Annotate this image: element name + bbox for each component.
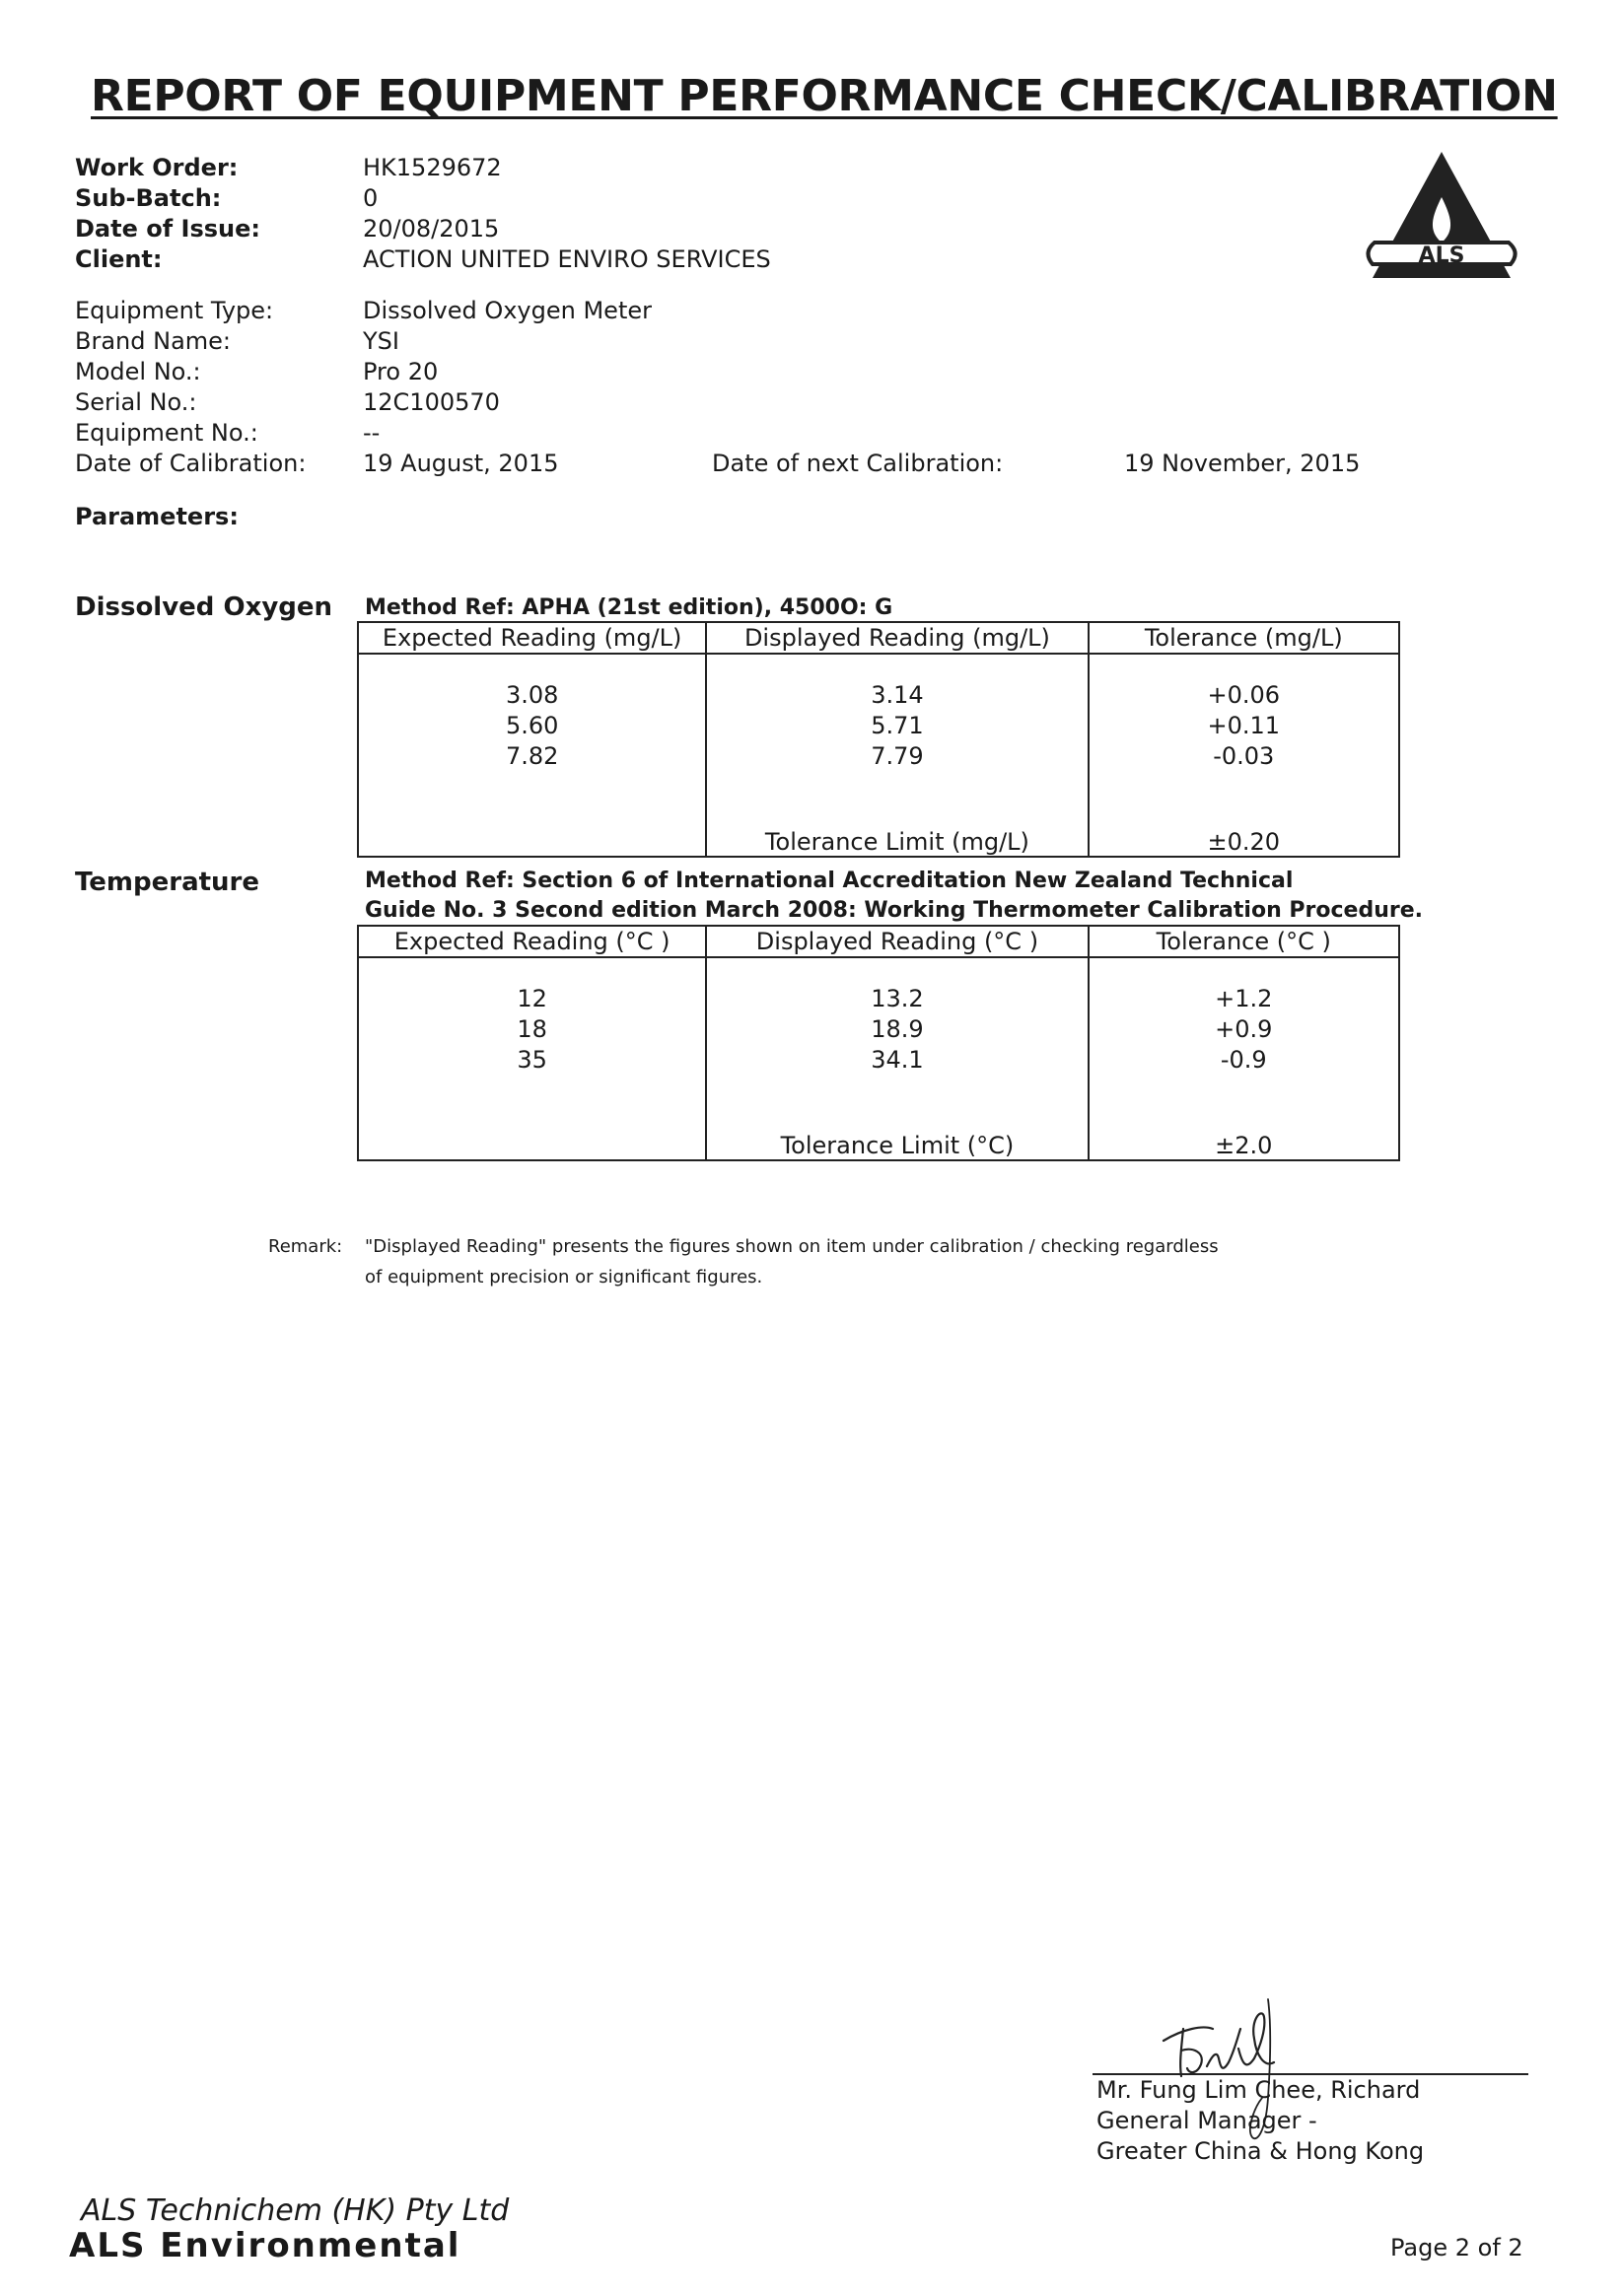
logo-text: ALS <box>1418 244 1465 268</box>
temp-header-tolerance: Tolerance (°C ) <box>1089 926 1399 957</box>
do-displayed-cell <box>706 654 1088 824</box>
do-tolerance-2: +0.11 <box>1207 712 1281 739</box>
do-section-title: Dissolved Oxygen <box>75 592 333 622</box>
date-of-calibration-value: 19 August, 2015 <box>363 450 559 477</box>
temp-expected-3: 35 <box>517 1046 547 1074</box>
temp-method-ref-line2: Guide No. 3 Second edition March 2008: Working Thermometer Calibration Procedure. <box>365 898 1423 923</box>
signature-line <box>1093 2073 1528 2075</box>
date-of-issue-value: 20/08/2015 <box>363 215 500 243</box>
footer-brand-logo: ALS Environmental <box>69 2226 461 2265</box>
model-no-label: Model No.: <box>75 358 201 385</box>
temp-tolerance-cell <box>1089 957 1399 1128</box>
equipment-no-value: -- <box>363 419 381 447</box>
footer-company: ALS Technichem (HK) Pty Ltd <box>81 2193 510 2228</box>
temp-header-expected: Expected Reading (°C ) <box>358 926 706 957</box>
do-tolerance-1: +0.06 <box>1207 681 1281 709</box>
temp-method-ref-line1: Method Ref: Section 6 of International Accreditation New Zealand Technical <box>365 869 1294 893</box>
work-order-label: Work Order: <box>75 154 239 181</box>
date-of-calibration-label: Date of Calibration: <box>75 450 307 477</box>
do-displayed-3: 7.79 <box>871 742 924 770</box>
do-tolerance-3: -0.03 <box>1213 742 1275 770</box>
do-limit-label: Tolerance Limit (mg/L) <box>706 824 1088 857</box>
signatory-title: General Manager - <box>1096 2107 1317 2134</box>
do-expected-1: 3.08 <box>505 681 559 709</box>
do-method-ref: Method Ref: APHA (21st edition), 4500O: G <box>365 595 893 620</box>
do-limit-value: ±0.20 <box>1089 824 1399 857</box>
model-no-value: Pro 20 <box>363 358 439 385</box>
temp-tolerance-1: +1.2 <box>1215 985 1273 1012</box>
temp-section-title: Temperature <box>75 868 260 897</box>
report-title: REPORT OF EQUIPMENT PERFORMANCE CHECK/CALIBRATION <box>91 71 1558 121</box>
temp-tolerance-3: -0.9 <box>1220 1046 1267 1074</box>
do-tolerance-cell <box>1089 654 1399 824</box>
signatory-name: Mr. Fung Lim Chee, Richard <box>1096 2076 1421 2104</box>
date-of-issue-label: Date of Issue: <box>75 215 260 243</box>
temp-header-displayed: Displayed Reading (°C ) <box>706 926 1088 957</box>
work-order-value: HK1529672 <box>363 154 502 181</box>
do-displayed-1: 3.14 <box>871 681 924 709</box>
temp-expected-2: 18 <box>517 1015 547 1043</box>
sub-batch-value: 0 <box>363 184 379 212</box>
temp-limit-value: ±2.0 <box>1089 1128 1399 1160</box>
temp-limit-label: Tolerance Limit (°C) <box>706 1128 1088 1160</box>
do-expected-cell <box>358 654 706 857</box>
equipment-type-label: Equipment Type: <box>75 297 274 324</box>
do-header-tolerance: Tolerance (mg/L) <box>1089 622 1399 654</box>
remark-line1: "Displayed Reading" presents the figures shown on item under calibration / checking regardless <box>365 1236 1219 1257</box>
do-header-displayed: Displayed Reading (mg/L) <box>706 622 1088 654</box>
client-value: ACTION UNITED ENVIRO SERVICES <box>363 245 771 273</box>
page-number: Page 2 of 2 <box>1390 2234 1523 2261</box>
do-table <box>357 621 1400 858</box>
brand-name-label: Brand Name: <box>75 327 232 355</box>
parameters-label: Parameters: <box>75 503 239 530</box>
do-expected-3: 7.82 <box>505 742 559 770</box>
als-logo <box>1363 148 1520 286</box>
signatory-region: Greater China & Hong Kong <box>1096 2137 1425 2165</box>
temp-displayed-2: 18.9 <box>871 1015 924 1043</box>
next-calibration-label: Date of next Calibration: <box>712 450 1004 477</box>
do-displayed-2: 5.71 <box>871 712 924 739</box>
temp-displayed-cell <box>706 957 1088 1128</box>
serial-no-label: Serial No.: <box>75 388 197 416</box>
temp-displayed-1: 13.2 <box>871 985 924 1012</box>
temp-expected-cell <box>358 957 706 1160</box>
temp-displayed-3: 34.1 <box>871 1046 924 1074</box>
sub-batch-label: Sub-Batch: <box>75 184 222 212</box>
temp-tolerance-2: +0.9 <box>1215 1015 1273 1043</box>
temp-table <box>357 925 1400 1161</box>
temp-expected-1: 12 <box>517 985 547 1012</box>
remark-label: Remark: <box>268 1236 343 1257</box>
do-expected-2: 5.60 <box>505 712 559 739</box>
brand-name-value: YSI <box>363 327 399 355</box>
client-label: Client: <box>75 245 163 273</box>
do-header-expected: Expected Reading (mg/L) <box>358 622 706 654</box>
equipment-no-label: Equipment No.: <box>75 419 258 447</box>
next-calibration-value: 19 November, 2015 <box>1124 450 1361 477</box>
remark-line2: of equipment precision or significant figures. <box>365 1267 763 1287</box>
serial-no-value: 12C100570 <box>363 388 500 416</box>
equipment-type-value: Dissolved Oxygen Meter <box>363 297 652 324</box>
